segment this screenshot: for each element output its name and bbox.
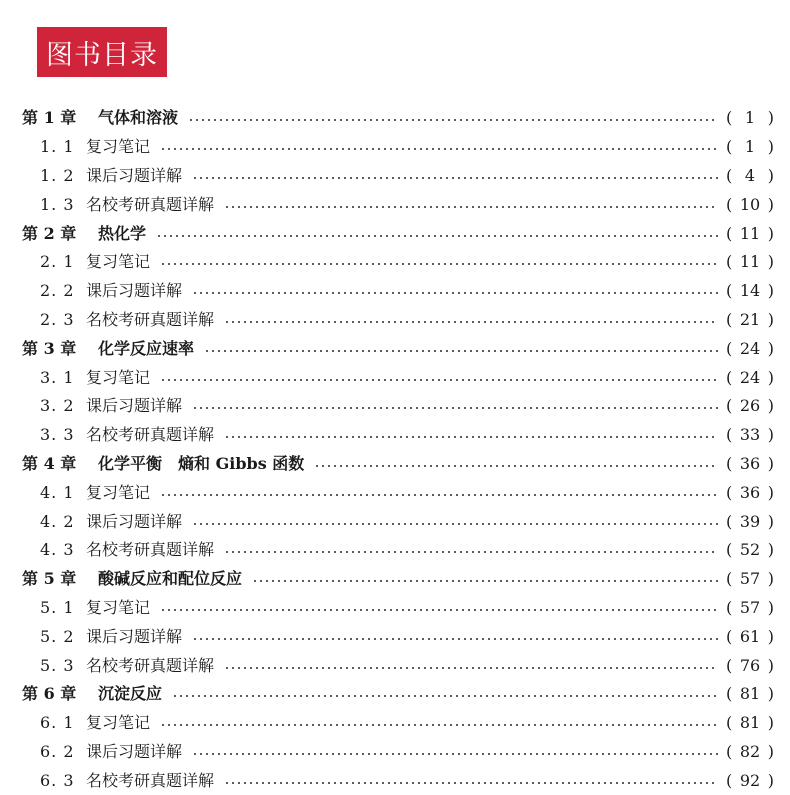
toc-chapter-entry[interactable] <box>0 219 790 248</box>
dot-leader <box>188 119 718 121</box>
toc-entry-number: 第 3 章 <box>22 338 77 358</box>
toc-entry-number: 第 2 章 <box>22 223 77 243</box>
toc-page-number: ( 36 ) <box>726 482 774 502</box>
toc-entry-number: 6. 2 <box>40 741 75 761</box>
toc-section-entry[interactable] <box>0 478 790 507</box>
toc-header-badge <box>37 27 167 77</box>
toc-page-number: ( 24 ) <box>726 367 774 387</box>
toc-entry-number: 4. 3 <box>40 540 75 560</box>
toc-section-entry[interactable] <box>0 709 790 738</box>
toc-chapter-entry[interactable] <box>0 450 790 479</box>
dot-leader <box>224 551 718 553</box>
toc-page-number: ( 14 ) <box>726 281 774 301</box>
dot-leader <box>160 724 718 726</box>
dot-leader <box>160 148 718 150</box>
toc-entry-number: 6. 3 <box>40 770 75 790</box>
toc-entry-number: 2. 2 <box>40 281 75 301</box>
toc-entry-title: 气体和溶液 <box>98 108 179 128</box>
toc-section-entry[interactable] <box>0 738 790 767</box>
toc-section-entry[interactable] <box>0 421 790 450</box>
table-of-contents <box>0 104 790 795</box>
toc-entry-number: 第 5 章 <box>22 569 77 589</box>
dot-leader <box>314 465 718 467</box>
toc-section-entry[interactable] <box>0 190 790 219</box>
toc-entry-title: 名校考研真题详解 <box>86 655 215 675</box>
toc-entry-number: 4. 2 <box>40 511 75 531</box>
toc-chapter-entry[interactable] <box>0 565 790 594</box>
toc-entry-number: 4. 1 <box>40 482 75 502</box>
dot-leader <box>160 494 718 496</box>
toc-section-entry[interactable] <box>0 594 790 623</box>
toc-entry-title: 复习笔记 <box>86 482 151 502</box>
toc-entry-title: 课后习题详解 <box>86 281 183 301</box>
toc-section-entry[interactable] <box>0 162 790 191</box>
toc-page-number: ( 10 ) <box>726 194 774 214</box>
dot-leader <box>160 379 718 381</box>
toc-entry-number: 3. 2 <box>40 396 75 416</box>
toc-page-number: ( 81 ) <box>726 684 774 704</box>
dot-leader <box>192 753 718 755</box>
toc-entry-title: 名校考研真题详解 <box>86 194 215 214</box>
toc-header-title: 图书目录 <box>46 39 158 71</box>
toc-chapter-entry[interactable] <box>0 680 790 709</box>
toc-section-entry[interactable] <box>0 766 790 795</box>
toc-entry-title: 名校考研真题详解 <box>86 309 215 329</box>
toc-chapter-entry[interactable] <box>0 334 790 363</box>
toc-page-number: ( 39 ) <box>726 511 774 531</box>
toc-page-number: ( 33 ) <box>726 425 774 445</box>
toc-entry-title: 酸碱反应和配位反应 <box>98 569 243 589</box>
toc-section-entry[interactable] <box>0 651 790 680</box>
toc-entry-title: 名校考研真题详解 <box>86 770 215 790</box>
dot-leader <box>192 407 718 409</box>
dot-leader <box>224 206 718 208</box>
toc-entry-title: 课后习题详解 <box>86 165 183 185</box>
toc-entry-title: 课后习题详解 <box>86 511 183 531</box>
toc-entry-number: 第 4 章 <box>22 453 77 473</box>
toc-section-entry[interactable] <box>0 363 790 392</box>
toc-page-number: ( 82 ) <box>726 741 774 761</box>
toc-page-number: ( 1 ) <box>726 108 774 128</box>
toc-entry-number: 第 6 章 <box>22 684 77 704</box>
dot-leader <box>192 638 718 640</box>
toc-entry-title: 课后习题详解 <box>86 396 183 416</box>
toc-page-number: ( 36 ) <box>726 453 774 473</box>
toc-page-number: ( 92 ) <box>726 770 774 790</box>
toc-page-number: ( 81 ) <box>726 713 774 733</box>
dot-leader <box>172 695 718 697</box>
toc-entry-title: 复习笔记 <box>86 367 151 387</box>
toc-entry-title: 热化学 <box>98 223 147 243</box>
toc-entry-number: 6. 1 <box>40 713 75 733</box>
toc-page-number: ( 26 ) <box>726 396 774 416</box>
toc-section-entry[interactable] <box>0 277 790 306</box>
toc-section-entry[interactable] <box>0 507 790 536</box>
toc-entry-number: 2. 1 <box>40 252 75 272</box>
toc-entry-title: 课后习题详解 <box>86 741 183 761</box>
toc-section-entry[interactable] <box>0 392 790 421</box>
toc-entry-number: 5. 3 <box>40 655 75 675</box>
dot-leader <box>224 321 718 323</box>
toc-chapter-entry[interactable] <box>0 104 790 133</box>
dot-leader <box>252 580 718 582</box>
toc-page-number: ( 52 ) <box>726 540 774 560</box>
toc-entry-number: 5. 2 <box>40 626 75 646</box>
toc-entry-number: 第 1 章 <box>22 108 77 128</box>
toc-entry-title: 复习笔记 <box>86 252 151 272</box>
toc-page-number: ( 1 ) <box>726 137 774 157</box>
toc-page-number: ( 21 ) <box>726 309 774 329</box>
toc-entry-title: 复习笔记 <box>86 713 151 733</box>
toc-entry-number: 3. 1 <box>40 367 75 387</box>
toc-entry-title: 复习笔记 <box>86 137 151 157</box>
toc-page-number: ( 11 ) <box>726 252 774 272</box>
dot-leader <box>192 292 718 294</box>
toc-page-number: ( 11 ) <box>726 223 774 243</box>
dot-leader <box>160 609 718 611</box>
dot-leader <box>224 782 718 784</box>
toc-entry-number: 5. 1 <box>40 597 75 617</box>
dot-leader <box>224 667 718 669</box>
toc-page-number: ( 57 ) <box>726 569 774 589</box>
dot-leader <box>160 263 718 265</box>
dot-leader <box>204 350 718 352</box>
toc-entry-title: 化学平衡 熵和 Gibbs 函数 <box>98 453 305 473</box>
dot-leader <box>192 177 718 179</box>
toc-entry-number: 1. 2 <box>40 165 75 185</box>
toc-entry-title: 名校考研真题详解 <box>86 425 215 445</box>
toc-entry-title: 名校考研真题详解 <box>86 540 215 560</box>
dot-leader <box>224 436 718 438</box>
toc-section-entry[interactable] <box>0 306 790 335</box>
toc-section-entry[interactable] <box>0 248 790 277</box>
toc-entry-number: 2. 3 <box>40 309 75 329</box>
toc-entry-number: 3. 3 <box>40 425 75 445</box>
toc-section-entry[interactable] <box>0 622 790 651</box>
toc-entry-title: 化学反应速率 <box>98 338 195 358</box>
toc-section-entry[interactable] <box>0 133 790 162</box>
toc-page-number: ( 57 ) <box>726 597 774 617</box>
toc-page-number: ( 24 ) <box>726 338 774 358</box>
toc-entry-title: 课后习题详解 <box>86 626 183 646</box>
toc-page-number: ( 61 ) <box>726 626 774 646</box>
toc-section-entry[interactable] <box>0 536 790 565</box>
toc-entry-title: 沉淀反应 <box>98 684 163 704</box>
toc-page-number: ( 76 ) <box>726 655 774 675</box>
dot-leader <box>156 235 718 237</box>
toc-entry-number: 1. 1 <box>40 137 75 157</box>
dot-leader <box>192 523 718 525</box>
toc-entry-number: 1. 3 <box>40 194 75 214</box>
toc-page-number: ( 4 ) <box>726 165 774 185</box>
toc-entry-title: 复习笔记 <box>86 597 151 617</box>
